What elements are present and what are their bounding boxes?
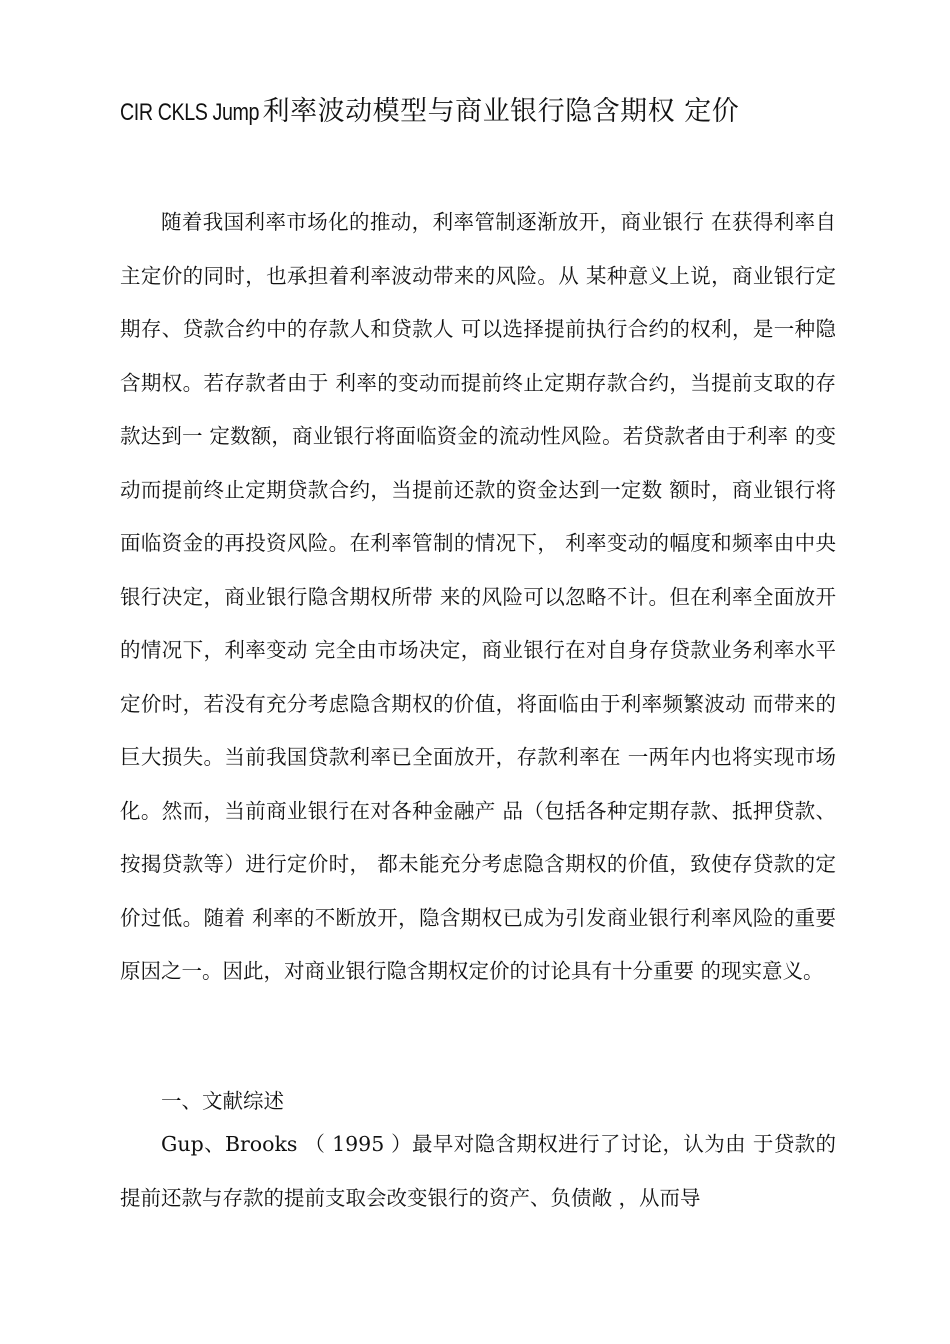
document-title [120,92,840,133]
section-heading: 一、文献综述 [161,1089,284,1113]
intro-paragraph: 随着我国利率市场化的推动，利率管制逐渐放开，商业银行 在获得利率自主定价的同时，也承担着利率波动带来的风险。从 某种意义上说，商业银行定期存、贷款合约中的存款人和贷款人 可以选择提前执行合约的权利，是一种隐含期权。若存款者由于 利率的变动而提前终止定期存款合约，当提前支取的存款达到一 定数额，商业银行将面临资金的流动性风险。若贷款者由于利率 的变动而提前终止定期贷款合约，当提前还款的资金达到一定数 额时，商业银行将面临资金的再投资风险。在利率管制的情况下， 利率变动的幅度和频率由中央银行决定，商业银行隐含期权所带 来的风险可以忽略不计。但在利率全面放开的情况下，利率变动 完全由市场决定，商业银行在对自身存贷款业务利率水平定价时，若没有充分考虑隐含期权的价值，将面临由于利率频繁波动 而带来的巨大损失。当前我国贷款利率已全面放开，存款利率在 一两年内也将实现市场化。然而，当前商业银行在对各种金融产 品（包括各种定期存款、抵押贷款、按揭贷款等）进行定价时， 都未能充分考虑隐含期权的价值，致使存贷款的定价过低。随着 利率的不断放开，隐含期权已成为引发商业银行利率风险的重要 原因之一。因此，对商业银行隐含期权定价的讨论具有十分重要 的现实意义。 [120,210,836,983]
literature-paragraph: Gup、Brooks （ 1995 ）最早对隐含期权进行了讨论，认为由 于贷款的提前还款与存款的提前支取会改变银行的资产、负债敞 ，从而导 [120,1132,836,1210]
title-latin-part: CIR CKLS Jump [120,99,260,126]
title-cjk-part: 利率波动模型与商业银行隐含期权 定价 [262,96,740,127]
